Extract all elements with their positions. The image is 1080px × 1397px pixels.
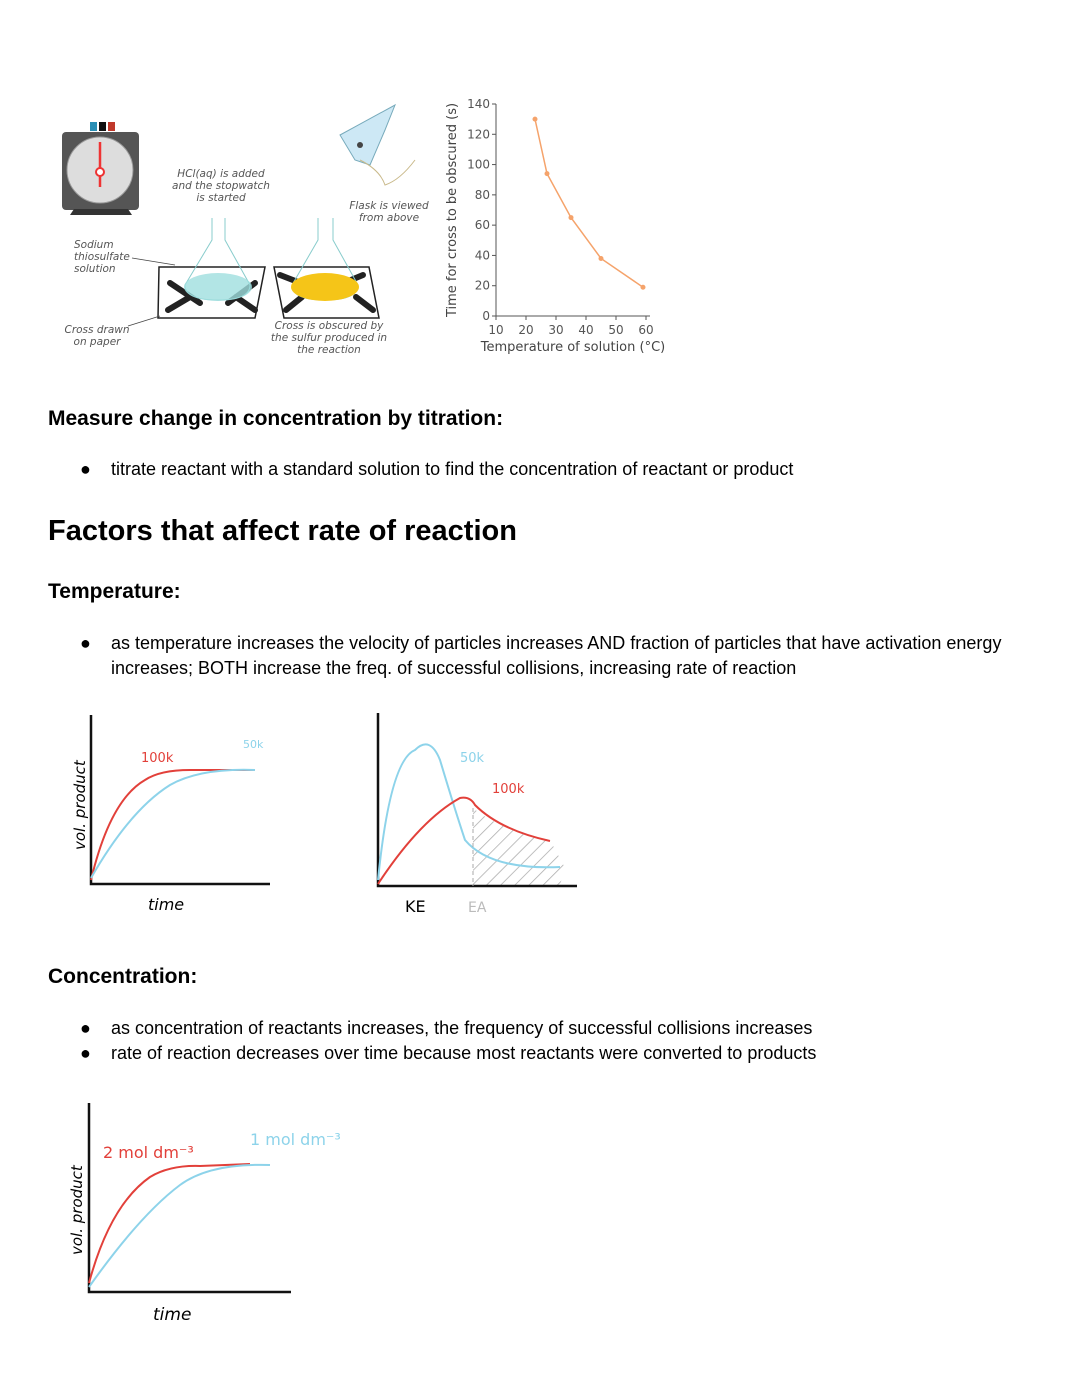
y-tick-label: 40 xyxy=(474,248,490,263)
flask-left xyxy=(158,218,265,318)
concentration-heading: Concentration: xyxy=(48,965,198,988)
bullet: ● xyxy=(80,1043,91,1063)
x-tick-label: 20 xyxy=(518,323,534,337)
y-tick-label: 20 xyxy=(474,278,490,293)
flask-view-label: Flask is viewed from above xyxy=(349,200,429,224)
cross-obscured-label: Cross is obscured by the sulfur produced in the reaction xyxy=(270,320,388,356)
flask-right xyxy=(274,218,379,318)
bullet: ● xyxy=(80,1018,91,1038)
volume-time-temperature-sketch xyxy=(60,700,300,930)
eye-view-icon xyxy=(340,105,415,185)
cross-drawn-label: Cross drawn on paper xyxy=(64,324,130,348)
factors-heading: Factors that affect rate of reaction xyxy=(48,515,517,547)
y-tick-label: 140 xyxy=(467,97,490,111)
time-vs-temperature-chart xyxy=(440,90,680,370)
sodium-thiosulfate-label: Sodium thiosulfate solution xyxy=(74,239,130,275)
data-point xyxy=(641,285,646,290)
data-point xyxy=(569,215,574,220)
bullet: ● xyxy=(80,459,91,479)
x-tick-label: 40 xyxy=(578,323,594,337)
data-point xyxy=(545,171,550,176)
bullet: ● xyxy=(80,633,91,653)
y-axis-label: vol. product xyxy=(68,1165,86,1255)
x-axis-label: KE xyxy=(405,897,426,916)
y-tick-label: 0 xyxy=(482,309,490,323)
x-tick-label: 50 xyxy=(608,323,624,337)
y-tick-label: 60 xyxy=(474,218,490,233)
red-curve-label: 100k xyxy=(141,751,174,766)
titration-heading: Measure change in concentration by titration: xyxy=(48,407,504,430)
data-point xyxy=(533,117,538,122)
blue-curve-label: 1 mol dm⁻³ xyxy=(250,1130,341,1149)
hcl-label: HCl(aq) is added and the stopwatch is started xyxy=(172,168,270,204)
stopwatch-icon xyxy=(62,122,139,215)
x-axis-label: time xyxy=(148,895,185,914)
x-axis-label: Temperature of solution (°C) xyxy=(480,340,666,355)
y-tick-label: 120 xyxy=(467,127,490,142)
x-tick-label: 30 xyxy=(548,323,564,337)
data-point xyxy=(599,256,604,261)
x-tick-label: 60 xyxy=(638,323,654,337)
y-axis-label: vol. product xyxy=(71,760,89,850)
energy-distribution-sketch xyxy=(360,700,600,930)
red-curve-label: 2 mol dm⁻³ xyxy=(103,1143,194,1162)
x-tick-label: 10 xyxy=(488,323,504,337)
activation-energy-label: EA xyxy=(468,900,487,916)
blue-curve-label: 50k xyxy=(243,738,264,751)
red-curve-label: 100k xyxy=(492,782,525,797)
y-tick-label: 80 xyxy=(474,187,490,202)
volume-time-concentration-sketch xyxy=(60,1095,390,1335)
temperature-heading: Temperature: xyxy=(48,580,181,603)
series-line xyxy=(535,119,643,287)
y-axis-label: Time for cross to be obscured (s) xyxy=(445,102,460,318)
x-axis-label: time xyxy=(153,1305,192,1325)
y-tick-label: 100 xyxy=(467,157,490,172)
blue-curve-label: 50k xyxy=(460,751,485,766)
